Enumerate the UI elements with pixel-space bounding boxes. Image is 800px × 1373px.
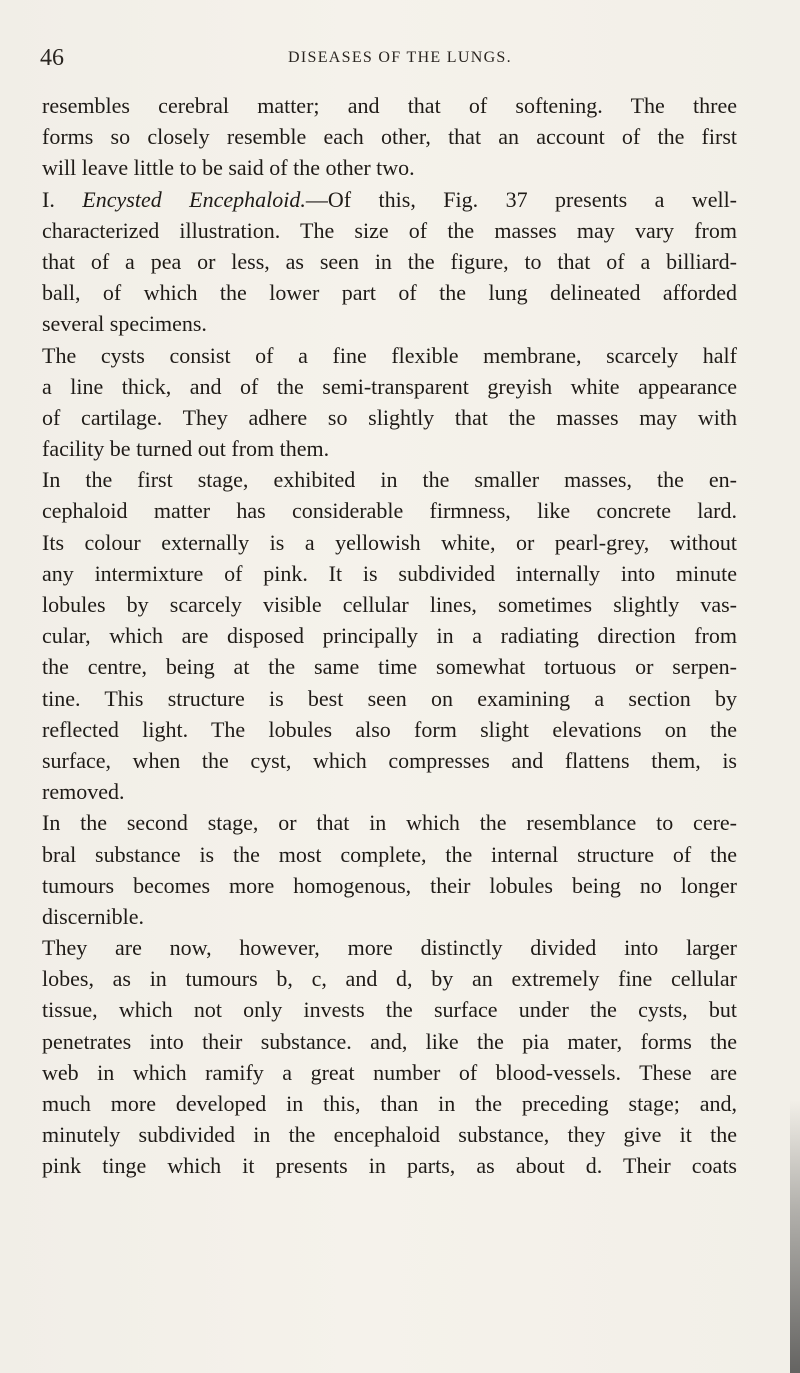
heading-suffix: —Of this, Fig. 37 presents a well- [305,186,738,212]
text-line: tumours becomes more homogenous, their lobules being no longer [42,872,737,898]
text-line: discernible. [42,903,145,929]
text-line: They are now, however, more distinctly divided into larger [42,935,737,961]
text-line: The cysts consist of a fine flexible membrane, scarcely half [42,342,737,368]
running-title: DISEASES OF THE LUNGS. [288,49,512,66]
text-line: surface, when the cyst, which compresses and flattens them, is [42,747,737,773]
page-edge-shadow [790,1100,800,1373]
text-line: reflected light. The lobules also form slight elevations on the [42,716,737,742]
text-line: In the first stage, exhibited in the smaller masses, the en- [42,467,737,493]
text-line: characterized illustration. The size of the masses may vary from [42,217,737,243]
text-line: lobules by scarcely visible cellular lines, sometimes slightly vas- [42,592,737,617]
text-line: ball, of which the lower part of the lung delineated afforded [42,280,737,306]
text-line: penetrates into their substance. and, like the pia mater, forms the [42,1028,737,1054]
heading-prefix: I. [42,186,83,212]
text-line: of cartilage. They adhere so slightly that the masses may with [42,404,737,430]
text-line: any intermixture of pink. It is subdivided internally into minute [42,560,737,586]
text-line: web in which ramify a great number of blood-vessels. These are [42,1059,737,1085]
text-line: that of a pea or less, as seen in the figure, to that of a billiard- [42,248,737,274]
text-line: resembles cerebral matter; and that of softening. The three [42,93,737,118]
text-line: lobes, as in tumours b, c, and d, by an extremely fine cellular [42,966,737,992]
text-line: tissue, which not only invests the surface under the cysts, but [42,997,737,1023]
text-line: tine. This structure is best seen on examining a section by [42,685,737,711]
text-line: cephaloid matter has considerable firmness, like concrete lard. [42,498,737,524]
text-line: much more developed in this, than in the preceding stage; and, [42,1091,737,1116]
section-heading-line [42,184,737,215]
text-line: removed. [42,779,125,805]
body-text [42,90,737,1182]
text-line: the centre, being at the same time somewhat tortuous or serpen- [42,654,737,680]
page-number: 46 [40,45,64,71]
text-line: In the second stage, or that in which the resemblance to cere- [42,810,737,836]
text-line: several specimens. [42,311,207,337]
text-line: forms so closely resemble each other, that an account of the first [42,124,737,150]
text-line: a line thick, and of the semi-transparent greyish white appearance [42,373,737,399]
text-line: pink tinge which it presents in parts, as about d. Their coats [42,1153,737,1179]
page-header [40,46,760,70]
text-line: facility be turned out from them. [42,436,330,462]
text-line: minutely subdivided in the encephaloid substance, they give it the [42,1122,737,1148]
text-line: bral substance is the most complete, the internal structure of the [42,841,737,867]
text-line: Its colour externally is a yellowish white, or pearl-grey, without [42,529,737,555]
section-heading: Encysted Encephaloid. [82,186,306,212]
text-line: will leave little to be said of the other two. [42,155,415,181]
text-line: cular, which are disposed principally in a radiating direction from [42,623,737,649]
